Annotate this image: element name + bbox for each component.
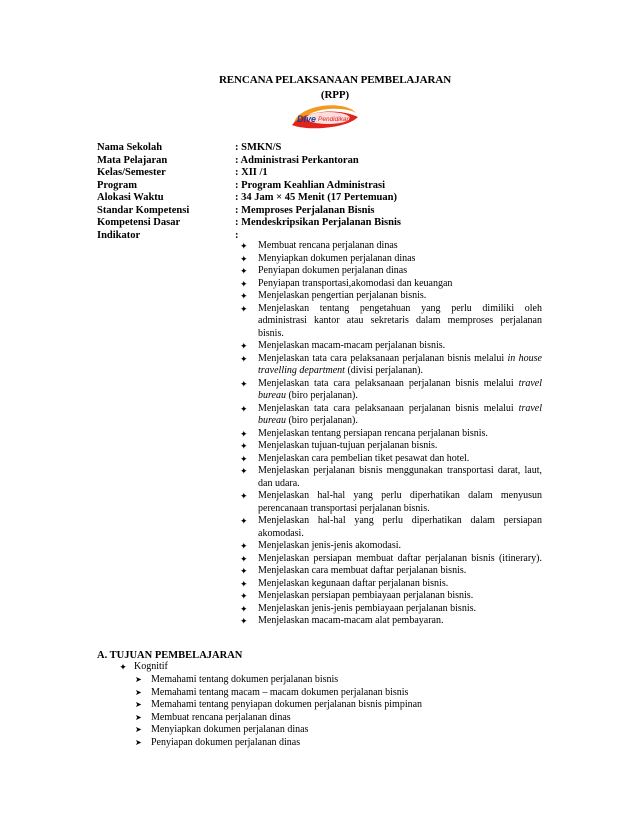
document-subtitle: (RPP) [320, 89, 350, 101]
cross-bullet-icon: ✦ [240, 491, 248, 501]
cross-bullet-icon: ✦ [240, 241, 248, 251]
tujuan-text: Memahami tentang penyiapan dokumen perjalanan bisnis pimpinan [151, 699, 423, 710]
indikator-item [240, 240, 542, 253]
indikator-item [240, 578, 542, 591]
indikator-item [240, 453, 542, 466]
indikator-item [240, 603, 542, 616]
indikator-text: Menjelaskan macam-macam perjalanan bisnis. [258, 340, 446, 351]
identity-label: Nama Sekolah [97, 142, 163, 153]
cross-bullet-icon: ✦ [240, 591, 248, 601]
indikator-text: Menjelaskan cara pembelian tiket pesawat dan hotel. [258, 452, 470, 464]
indikator-text: Menjelaskan hal-hal yang perlu diperhatikan dalam persiapan akomodasi. [258, 515, 542, 539]
indikator-text: Menyiapkan dokumen perjalanan dinas [258, 252, 416, 264]
cross-bullet-icon: ✦ [240, 428, 248, 439]
indikator-item [240, 440, 542, 453]
indikator-text: Membuat rencana perjalanan dinas [258, 240, 398, 251]
indikator-text: Menjelaskan tentang pengetahuan yang perlu dimiliki oleh administrasi kantor atau sekretaris dalam memproses perjalanan bisnis. [258, 302, 542, 339]
identity-row [97, 192, 547, 205]
tujuan-item [135, 724, 422, 737]
tujuan-text: Memahami tentang dokumen perjalanan bisnis [151, 674, 339, 685]
arrow-bullet-icon: ➤ [135, 712, 142, 722]
tujuan-text: Penyiapan dokumen perjalanan dinas [151, 736, 301, 748]
cross-bullet-icon: ✦ [240, 291, 248, 301]
identity-row [97, 217, 547, 230]
identity-value: : Program Keahlian Administrasi [235, 179, 386, 191]
cross-bullet-icon: ✦ [240, 278, 248, 289]
identity-label: Alokasi Waktu [97, 192, 164, 203]
identity-value: : XII /1 [235, 167, 268, 178]
tujuan-item [135, 699, 422, 712]
indikator-text: Penyiapan dokumen perjalanan dinas [258, 265, 408, 276]
indikator-text: Menjelaskan kegunaan daftar perjalanan bisnis. [258, 577, 449, 589]
identity-row [97, 205, 547, 218]
kognitif-item [118, 661, 168, 674]
indikator-item [240, 515, 542, 540]
indikator-item [240, 590, 542, 603]
cross-bullet-icon: ✦ [240, 341, 248, 351]
indikator-item [240, 265, 542, 278]
arrow-bullet-icon: ➤ [135, 737, 142, 747]
arrow-bullet-icon: ➤ [135, 675, 142, 684]
cross-bullet-icon: ✦ [240, 353, 248, 364]
indikator-item [240, 278, 542, 291]
tujuan-item [135, 687, 422, 700]
identity-table [97, 142, 547, 242]
identity-label: Kompetensi Dasar [97, 217, 181, 228]
document-title-block [150, 73, 520, 103]
section-a-heading: A. TUJUAN PEMBELAJARAN [97, 650, 243, 661]
indikator-text: Menjelaskan jenis-jenis akomodasi. [258, 540, 402, 551]
indikator-text: Menjelaskan tata cara pelaksanaan perjalanan bisnis melalui in house travelling department (divisi perjalanan). [258, 352, 542, 376]
indikator-item [240, 565, 542, 578]
indikator-item [240, 253, 542, 266]
identity-value: : [235, 229, 239, 241]
cross-bullet-icon: ✦ [240, 403, 248, 414]
arrow-bullet-icon: ➤ [135, 725, 142, 734]
svg-text:Pendidikan: Pendidikan [318, 116, 351, 123]
identity-label: Kelas/Semester [97, 167, 166, 178]
cross-bullet-icon: ✦ [240, 553, 248, 564]
indikator-item [240, 615, 542, 628]
cross-bullet-icon: ✦ [240, 578, 248, 589]
indikator-item [240, 553, 542, 566]
identity-row [97, 155, 547, 168]
cross-bullet-icon: ✦ [240, 303, 248, 314]
indikator-list [240, 240, 542, 628]
cross-bullet-icon: ✦ [240, 378, 248, 389]
dive-pendidikan-logo [288, 101, 360, 131]
cross-bullet-icon: ✦ [240, 616, 248, 626]
indikator-text: Menjelaskan cara membuat daftar perjalanan bisnis. [258, 565, 467, 576]
identity-row [97, 142, 547, 155]
identity-value: : Administrasi Perkantoran [235, 154, 359, 166]
identity-value: : Memproses Perjalanan Bisnis [235, 204, 375, 216]
indikator-item [240, 465, 542, 490]
cross-bullet-icon: ✦ [119, 662, 127, 672]
indikator-text: Menjelaskan tentang persiapan rencana perjalanan bisnis. [258, 427, 488, 439]
indikator-text: Penyiapan transportasi,akomodasi dan keuangan [258, 277, 453, 289]
indikator-item [240, 490, 542, 515]
document-title: RENCANA PELAKSANAAN PEMBELAJARAN [218, 74, 452, 86]
indikator-item [240, 540, 542, 553]
indikator-text: Menjelaskan tata cara pelaksanaan perjalanan bisnis melalui travel bureau (biro perjalanan). [258, 402, 542, 426]
indikator-text: Menjelaskan tujuan-tujuan perjalanan bisnis. [258, 440, 438, 451]
cross-bullet-icon: ✦ [240, 516, 248, 526]
tujuan-item [135, 737, 422, 750]
arrow-bullet-icon: ➤ [135, 687, 142, 697]
tujuan-item [135, 674, 422, 687]
cross-bullet-icon: ✦ [240, 566, 248, 576]
indikator-item [240, 303, 542, 341]
tujuan-text: Membuat rencana perjalanan dinas [151, 711, 291, 723]
indikator-item [240, 428, 542, 441]
cross-bullet-icon: ✦ [240, 441, 248, 451]
arrow-bullet-icon: ➤ [135, 700, 142, 709]
kognitif-label: Kognitif [134, 661, 168, 672]
identity-label: Program [97, 179, 138, 191]
indikator-item [240, 340, 542, 353]
indikator-item [240, 403, 542, 428]
identity-label: Mata Pelajaran [97, 154, 168, 166]
indikator-text: Menjelaskan persiapan pembiayaan perjalanan bisnis. [258, 590, 474, 601]
tujuan-text: Menyiapkan dokumen perjalanan dinas [151, 724, 309, 735]
cross-bullet-icon: ✦ [240, 266, 248, 276]
svg-text:Dive: Dive [297, 114, 317, 124]
tujuan-text: Memahami tentang macam – macam dokumen perjalanan bisnis [151, 686, 409, 698]
indikator-text: Menjelaskan perjalanan bisnis menggunakan transportasi darat, laut, dan udara. [258, 465, 542, 489]
indikator-text: Menjelaskan macam-macam alat pembayaran. [258, 615, 444, 626]
indikator-text: Menjelaskan hal-hal yang perlu diperhatikan dalam menyusun perencanaan transportasi perjalanan bisnis. [258, 490, 542, 514]
indikator-text: Menjelaskan tata cara pelaksanaan perjalanan bisnis melalui travel bureau (biro perjalanan). [258, 377, 542, 401]
cross-bullet-icon: ✦ [240, 453, 248, 464]
indikator-item [240, 378, 542, 403]
indikator-text: Menjelaskan persiapan membuat daftar perjalanan bisnis (itinerary). [258, 552, 542, 564]
identity-value: : Mendeskripsikan Perjalanan Bisnis [235, 217, 401, 228]
tujuan-item [135, 712, 422, 725]
indikator-text: Menjelaskan jenis-jenis pembiayaan perjalanan bisnis. [258, 602, 476, 614]
identity-value: : 34 Jam × 45 Menit (17 Pertemuan) [235, 192, 397, 203]
kognitif-list [135, 674, 422, 749]
logo-graphic [288, 101, 360, 131]
identity-label: Standar Kompetensi [97, 204, 190, 216]
indikator-text: Menjelaskan pengertian perjalanan bisnis. [258, 290, 427, 301]
indikator-item [240, 353, 542, 378]
cross-bullet-icon: ✦ [240, 253, 248, 264]
cross-bullet-icon: ✦ [240, 466, 248, 476]
cross-bullet-icon: ✦ [240, 541, 248, 551]
identity-value: : SMKN/S [235, 142, 282, 153]
indikator-item [240, 290, 542, 303]
identity-label: Indikator [97, 229, 141, 241]
identity-row [97, 167, 547, 180]
identity-row [97, 180, 547, 193]
cross-bullet-icon: ✦ [240, 603, 248, 614]
